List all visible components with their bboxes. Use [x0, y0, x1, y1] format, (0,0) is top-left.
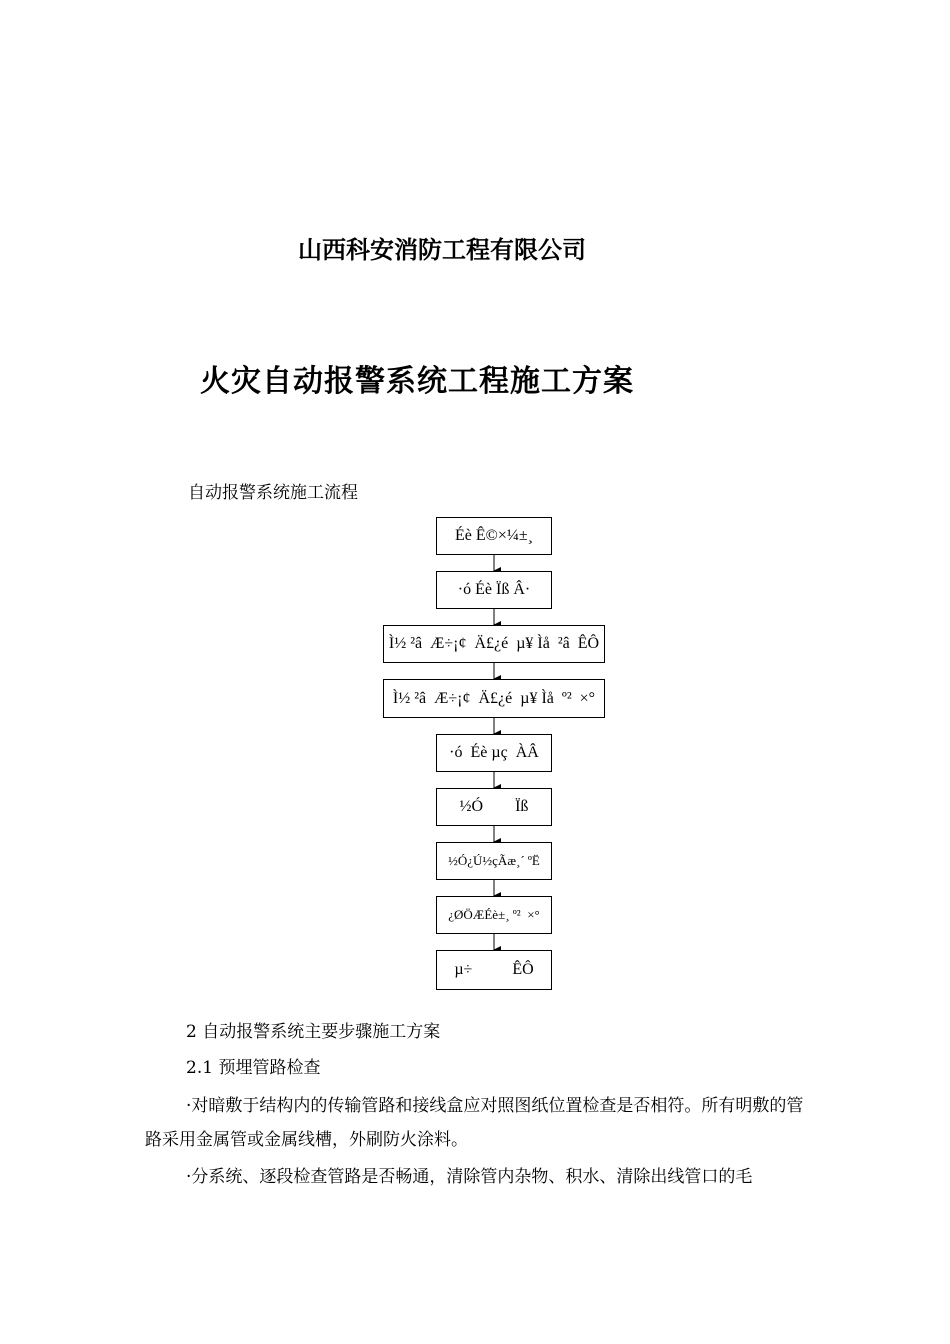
- flow-step-4: Ì½ ²â Æ÷¡¢ Ä£¿é µ¥ Ìå º² ×°: [383, 679, 605, 718]
- document-title: 火灾自动报警系统工程施工方案: [200, 364, 634, 399]
- flow-step-7: ½Ó¿Ú½çÃæ¸´ ºË: [436, 842, 552, 880]
- flow-step-9: µ÷ ÊÔ: [436, 950, 552, 990]
- body-paragraph-2: ·分系统、逐段检查管路是否畅通，清除管内杂物、积水、清除出线管口的毛: [186, 1167, 753, 1187]
- section-heading-2: 2 自动报警系统主要步骤施工方案: [186, 1022, 441, 1042]
- flow-step-3: Ì½ ²â Æ÷¡¢ Ä£¿é µ¥ Ìå ²â ÊÔ: [383, 625, 605, 663]
- body-paragraph-1: ·对暗敷于结构内的传输管路和接线盒应对照图纸位置检查是否相符。所有明敷的管路采用金属管或金属线槽，外刷防火涂料。: [145, 1096, 804, 1150]
- flow-step-2: ·ó Éè Ïß Â·: [436, 571, 552, 609]
- flowchart-caption: 自动报警系统施工流程: [188, 483, 358, 503]
- flow-step-5: ·ó Éè µç ÀÂ: [436, 734, 552, 772]
- company-name: 山西科安消防工程有限公司: [298, 235, 586, 264]
- section-heading-2-1: 2.1 预埋管路检查: [186, 1058, 321, 1078]
- flow-step-1: Éè Ê©×¼±¸: [436, 517, 552, 555]
- flow-step-8: ¿ØÖÆÉè±¸ º² ×°: [436, 896, 552, 934]
- flow-step-6: ½Ó Ïß: [436, 788, 552, 826]
